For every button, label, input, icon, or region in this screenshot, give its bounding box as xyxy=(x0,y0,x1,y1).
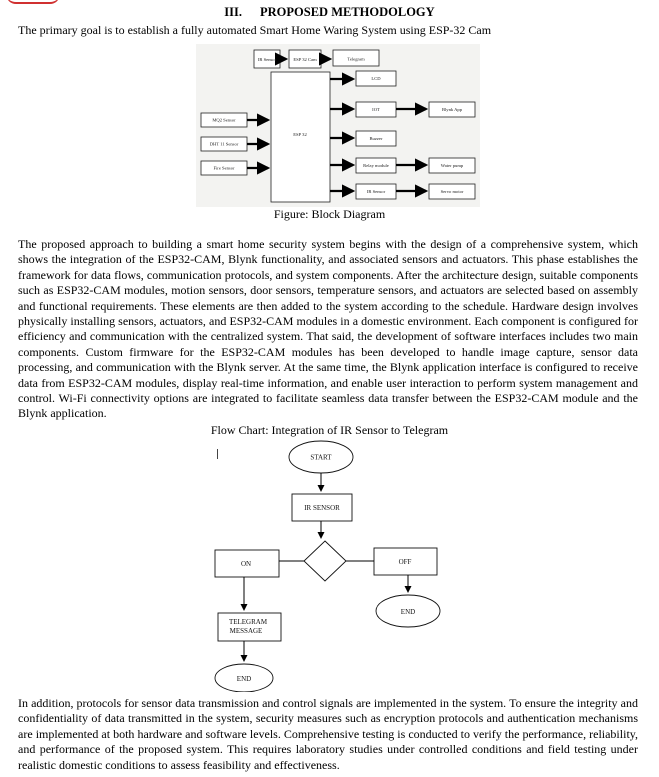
esp32-cam-label: ESP 32 Cam xyxy=(293,57,317,62)
telegram-line1-label: TELEGRAM xyxy=(228,618,268,626)
ir-sensor-out-label: IR Sensor xyxy=(366,189,386,194)
block-diagram-caption: Figure: Block Diagram xyxy=(273,207,386,221)
end-on-label: END xyxy=(236,675,252,683)
block-diagram xyxy=(196,44,480,207)
intro-sentence: The primary goal is to establish a fully automated Smart Home Waring System using ESP-32 Cam xyxy=(18,23,492,37)
lcd-label: LCD xyxy=(371,76,381,81)
section-number: III. xyxy=(224,5,243,19)
ir-sensor-flow-label: IR SENSOR xyxy=(304,504,340,512)
dht11-label: DHT 11 Sensor xyxy=(209,141,239,147)
section-title: PROPOSED METHODOLOGY xyxy=(260,5,435,19)
red-annotation-mark xyxy=(6,0,60,4)
mq2-label: MQ2 Sensor xyxy=(212,117,236,123)
blynk-label: Blynk App xyxy=(441,107,463,112)
flowchart-caption: Flow Chart: Integration of IR Sensor to Telegram xyxy=(210,423,449,437)
telegram-label: Telegram xyxy=(347,56,365,62)
block-diagram-svg xyxy=(196,44,480,207)
decision-diamond xyxy=(304,541,346,581)
section-heading xyxy=(0,5,659,20)
buzzer-label: Buzzer xyxy=(369,136,383,141)
methodology-paragraph: The proposed approach to building a smart home security system begins with the design of a comprehensive system, which shows the integration of the ESP32-CAM, Blynk functionality, and associated sensors and actuators. This phase establishes the framework for data flows, communication protocols, and system components. After the architecture design, suitable components such as ESP32-CAM modules, motion sensors, door sensors, temperature sensors, and actuators are selected based on assembly and functional requirements. These elements are then added to the system according to the schedule. Hardware design involves physically installing sensors, actuators, and ESP32-CAM modules in a domestic environment. Each component is configured for efficiency and communication with the centralized system. That said, the development of software interfaces includes two main components. Custom firmware for the ESP32-CAM modules has been developed to handle image capture, sensor data processing, and communication with the Blynk server. At the same time, the Blynk application interface is configured to receive data from ESP32-CAM modules, display real-time information, and enable user interaction to perform system management and control. Wi-Fi connectivity options are integrated to facilitate seamless data transfer between the ESP32-CAM module and the Blynk application. xyxy=(18,237,638,421)
end-off-label: END xyxy=(400,608,416,616)
ir-sensor-label: IR Sensor xyxy=(257,57,277,62)
flowchart xyxy=(200,440,450,692)
fire-label: Fire Sensor xyxy=(213,165,235,171)
flowchart-svg xyxy=(200,440,450,692)
esp32-label: ESP 32 xyxy=(293,132,307,137)
relay-label: Relay module xyxy=(363,163,389,168)
telegram-line2-label: MESSAGE xyxy=(229,627,263,635)
water-pump-label: Water pump xyxy=(440,163,464,168)
on-label: ON xyxy=(240,560,252,568)
security-paragraph: In addition, protocols for sensor data transmission and control signals are implemented in the system. To ensure the integrity and confidentiality of data transmitted in the system, security measures such as encryption protocols and authentication mechanisms are implemented at both hardware and software levels. Comprehensive testing is conducted to verify the performance, reliability, and performance of the proposed system. This requires laboratory studies under controlled conditions and field testing under realistic domestic conditions to assess feasibility and effectiveness. xyxy=(18,696,638,772)
servo-label: Servo motor xyxy=(440,189,464,194)
iot-label: IOT xyxy=(372,107,380,112)
start-label: START xyxy=(310,453,332,462)
off-label: OFF xyxy=(398,558,412,566)
esp32-box xyxy=(271,72,330,202)
